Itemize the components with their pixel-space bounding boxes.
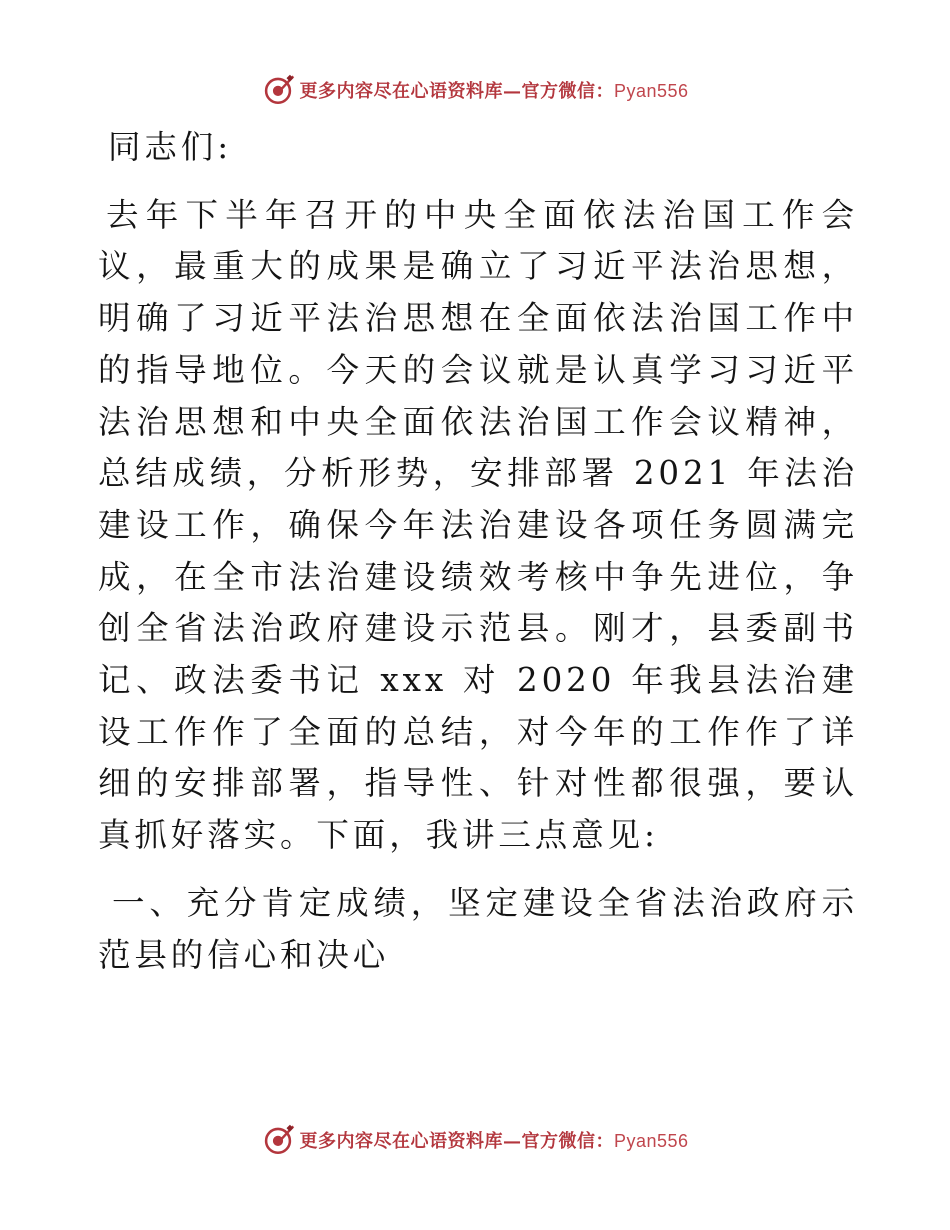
quill-seal-icon [261,73,295,107]
watermark-wechat-id: Pyan556 [613,81,689,101]
watermark-banner-bottom [0,1120,950,1160]
quill-seal-icon [261,1123,295,1157]
paragraph-1: 去年下半年召开的中央全面依法治国工作会议，最重大的成果是确立了习近平法治思想，明确了习近平法治思想在全面依法治国工作中的指导地位。今天的会议就是认真学习习近平法治思想和中央全面依法治国工作会议精神，总结成绩，分析形势，安排部署 2021 年法治建设工作，确保今年法治建设各项任务圆满完成，在全市法治建设绩效考核中争先进位，争创全省法治政府建设示范县。刚才，县委副书记、政法委书记 xxx 对 2020 年我县法治建设工作作了全面的总结，对今年的工作作了详细的安排部署，指导性、针对性都很强，要认真抓好落实。下面，我讲三点意见: [98,195,858,855]
watermark-text [299,77,688,103]
watermark-text [299,1127,688,1153]
watermark-wechat-id: Pyan556 [613,1131,689,1151]
watermark-banner-top [0,70,950,110]
document-body [98,122,858,981]
section-heading-1: 一、充分肯定成绩，坚定建设全省法治政府示范县的信心和决心 [98,883,858,974]
watermark-group [261,1123,688,1157]
salutation: 同志们: [108,128,233,166]
watermark-label: 更多内容尽在心语资料库—官方微信： [299,1131,614,1152]
watermark-group [261,73,688,107]
watermark-label: 更多内容尽在心语资料库—官方微信： [299,81,614,102]
